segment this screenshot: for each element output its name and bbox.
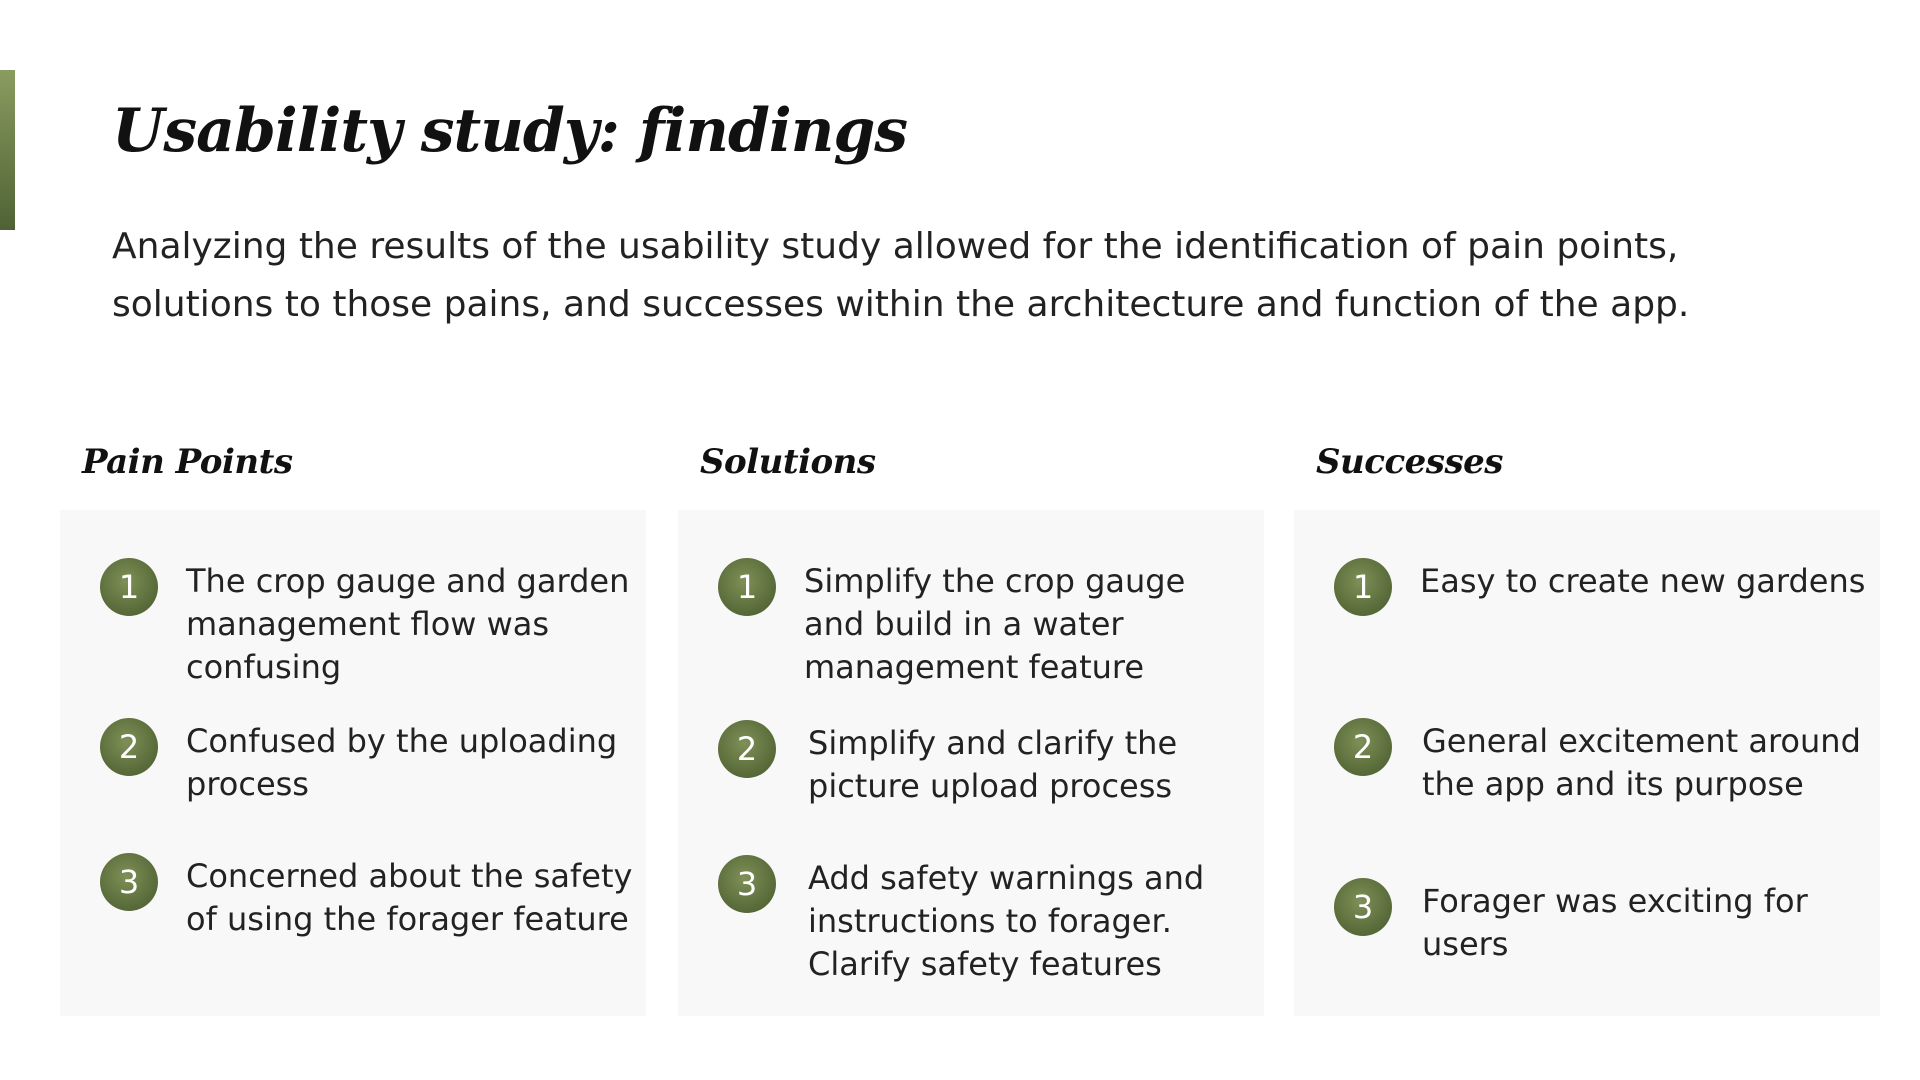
- accent-bar: [0, 70, 15, 230]
- number-badge: 2: [718, 720, 776, 778]
- number-badge: 1: [100, 558, 158, 616]
- pain-point-text: The crop gauge and garden management flow was confusing: [186, 562, 630, 686]
- number-badge: 3: [1334, 878, 1392, 936]
- success-text: Easy to create new gardens: [1420, 562, 1866, 600]
- number-badge: 3: [718, 855, 776, 913]
- pain-points-heading: Pain Points: [82, 442, 293, 482]
- intro-paragraph: Analyzing the results of the usability study allowed for the identification of pain points, solutions to those pains, and successes within the architecture and function of the app.: [112, 226, 1690, 325]
- solutions-panel: [678, 510, 1264, 1016]
- success-text: General excitement around the app and its purpose: [1422, 722, 1861, 803]
- solutions-heading: Solutions: [700, 442, 876, 482]
- pain-points-panel: [60, 510, 646, 1016]
- pain-point-text: Confused by the uploading process: [186, 722, 618, 803]
- page-title: Usability study: findings: [112, 96, 908, 166]
- solution-text: Simplify the crop gauge and build in a water management feature: [804, 562, 1186, 686]
- number-badge: 3: [100, 853, 158, 911]
- successes-panel: [1294, 510, 1880, 1016]
- pain-point-text: Concerned about the safety of using the forager feature: [186, 857, 633, 938]
- number-badge: 1: [718, 558, 776, 616]
- number-badge: 2: [1334, 718, 1392, 776]
- solution-text: Add safety warnings and instructions to forager. Clarify safety features: [808, 859, 1205, 983]
- successes-heading: Successes: [1316, 442, 1503, 482]
- success-text: Forager was exciting for users: [1422, 882, 1808, 963]
- number-badge: 1: [1334, 558, 1392, 616]
- number-badge: 2: [100, 718, 158, 776]
- solution-text: Simplify and clarify the picture upload process: [808, 724, 1178, 805]
